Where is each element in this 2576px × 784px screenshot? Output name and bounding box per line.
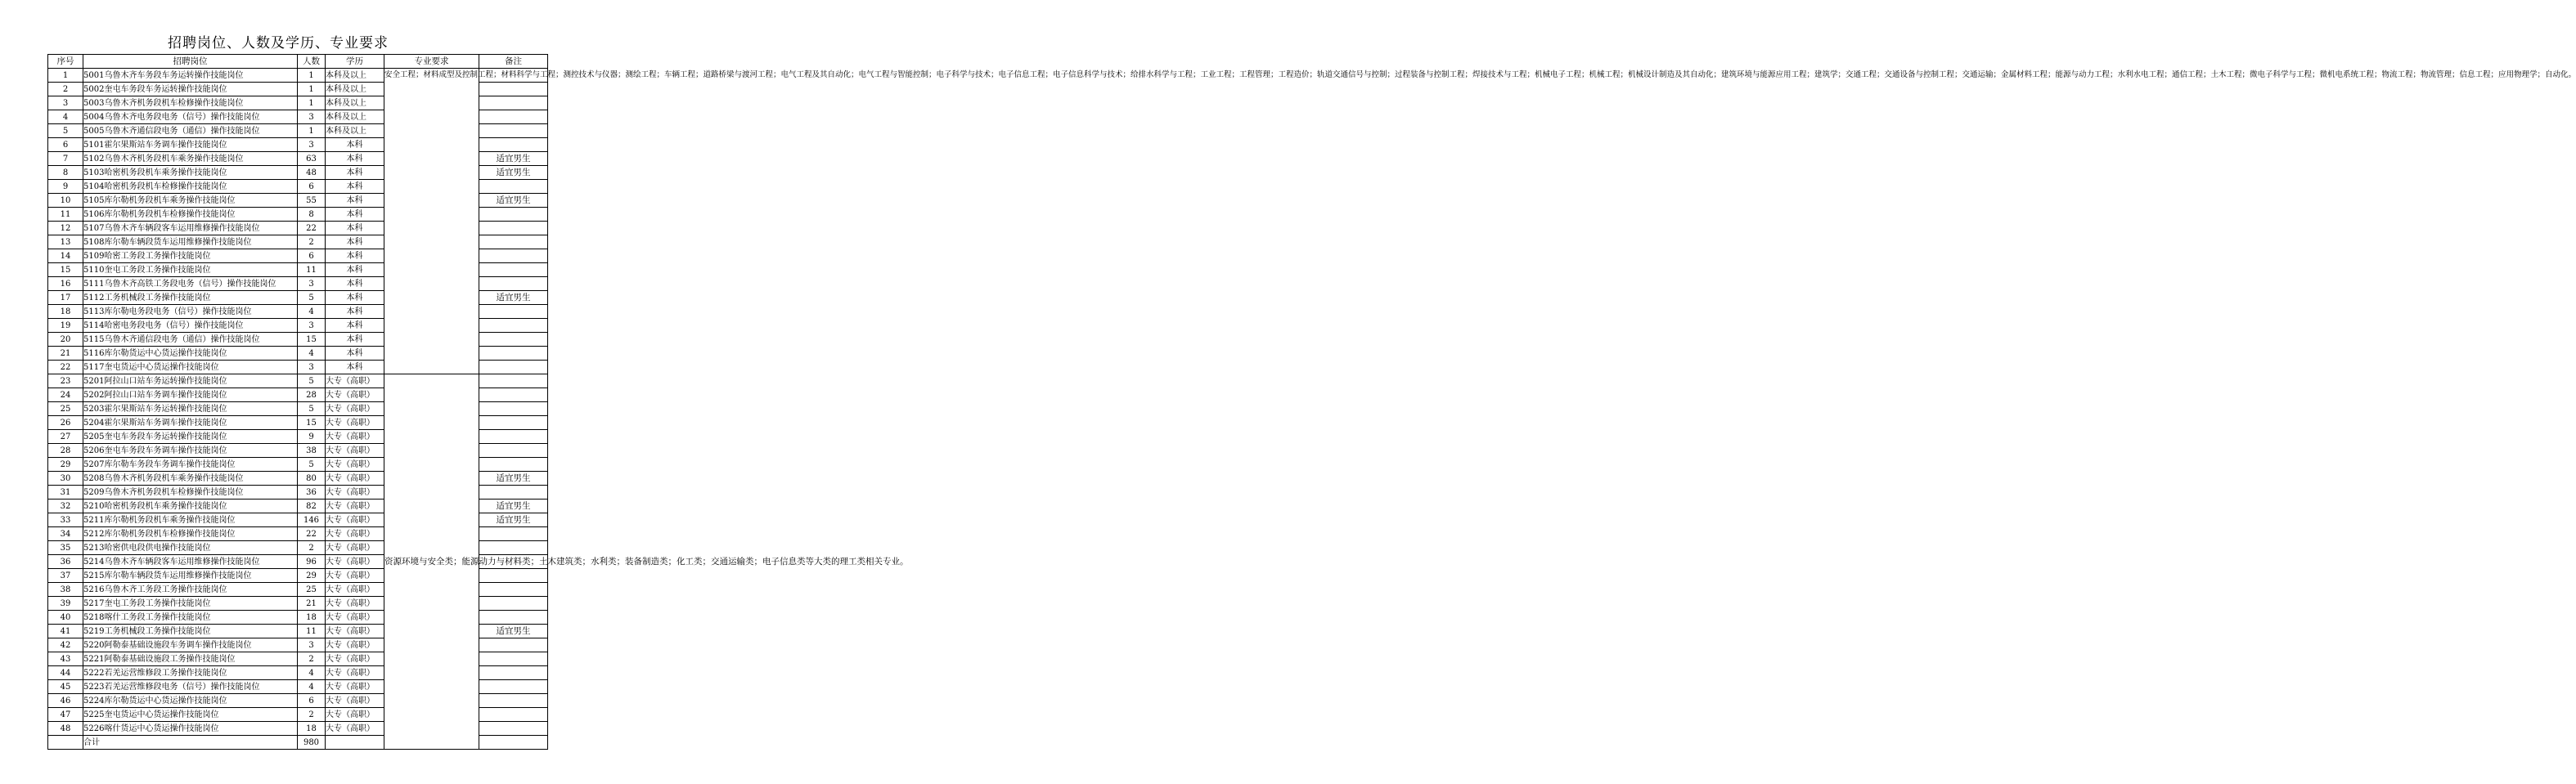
row-post: 5201阿拉山口站车务运转操作技能岗位 — [83, 374, 298, 388]
row-no: 39 — [48, 597, 83, 611]
row-post: 5005乌鲁木齐通信段电务（通信）操作技能岗位 — [83, 124, 298, 138]
row-post: 5103哈密机务段机车乘务操作技能岗位 — [83, 166, 298, 180]
row-post: 5217奎屯工务段工务操作技能岗位 — [83, 597, 298, 611]
row-no: 36 — [48, 555, 83, 569]
row-count: 38 — [298, 444, 326, 458]
row-no: 12 — [48, 222, 83, 235]
row-note: 适宜男生 — [479, 166, 548, 180]
row-education: 大专（高职） — [326, 458, 384, 472]
row-note — [479, 458, 548, 472]
row-count: 29 — [298, 569, 326, 583]
row-count: 3 — [298, 319, 326, 333]
major-requirement-group2: 资源环境与安全类；能源动力与材料类；土木建筑类；水利类；装备制造类；化工类；交通运输类；电子信息类等大类的理工类相关专业。 — [384, 374, 479, 750]
row-post: 5221阿勒泰基础设施段工务操作技能岗位 — [83, 652, 298, 666]
row-education: 大专（高职） — [326, 430, 384, 444]
row-no: 31 — [48, 486, 83, 500]
row-post: 5208乌鲁木齐机务段机车乘务操作技能岗位 — [83, 472, 298, 486]
row-education: 大专（高职） — [326, 597, 384, 611]
header-major: 专业要求 — [384, 55, 479, 69]
row-post: 5205奎屯车务段车务运转操作技能岗位 — [83, 430, 298, 444]
row-note — [479, 222, 548, 235]
table-row — [48, 69, 548, 83]
row-no: 46 — [48, 694, 83, 708]
row-no: 34 — [48, 527, 83, 541]
row-count: 80 — [298, 472, 326, 486]
row-note — [479, 694, 548, 708]
row-note — [479, 361, 548, 374]
row-no: 43 — [48, 652, 83, 666]
row-count: 8 — [298, 208, 326, 222]
row-count: 3 — [298, 638, 326, 652]
row-note — [479, 110, 548, 124]
row-education: 大专（高职） — [326, 638, 384, 652]
row-education: 大专（高职） — [326, 722, 384, 736]
row-post: 5101霍尔果斯站车务调车操作技能岗位 — [83, 138, 298, 152]
row-no: 4 — [48, 110, 83, 124]
row-no: 5 — [48, 124, 83, 138]
row-count: 22 — [298, 527, 326, 541]
row-education: 本科 — [326, 138, 384, 152]
row-note — [479, 374, 548, 388]
major-requirement-group1: 安全工程；材料成型及控制工程；材料科学与工程；测控技术与仪器；测绘工程；车辆工程；道路桥梁与渡河工程；电气工程及其自动化；电气工程与智能控制；电子科学与技术；电子信息工程；电子信息科学与技术；给排水科学与工程；工业工程；工程管理；工程造价；轨道交通信号与控制；过程装备与控制工程；焊接技术与工程；机械电子工程；机械工程；机械设计制造及其自动化；建筑环境与能源应用工程；建筑学；交通工程；交通设备与控制工程；交通运输；金属材料工程；能源与动力工程；水利水电工程；通信工程；土木工程；微电子科学与工程；微机电系统工程；物流工程；物流管理；信息工程；应用物理学；自动化。 — [384, 69, 479, 374]
row-post: 5212库尔勒机务段机车检修操作技能岗位 — [83, 527, 298, 541]
row-count: 4 — [298, 666, 326, 680]
row-post: 5226喀什货运中心货运操作技能岗位 — [83, 722, 298, 736]
row-note — [479, 583, 548, 597]
row-no: 47 — [48, 708, 83, 722]
row-post: 5210哈密机务段机车乘务操作技能岗位 — [83, 500, 298, 513]
row-no: 16 — [48, 277, 83, 291]
row-education: 大专（高职） — [326, 527, 384, 541]
row-post: 5222若羌运营维修段工务操作技能岗位 — [83, 666, 298, 680]
row-count: 5 — [298, 458, 326, 472]
page-title: 招聘岗位、人数及学历、专业要求 — [168, 35, 389, 52]
row-note — [479, 486, 548, 500]
row-count: 6 — [298, 180, 326, 194]
row-education: 本科 — [326, 361, 384, 374]
row-no: 32 — [48, 500, 83, 513]
row-post: 5209乌鲁木齐机务段机车检修操作技能岗位 — [83, 486, 298, 500]
row-post: 5107乌鲁木齐车辆段客车运用维修操作技能岗位 — [83, 222, 298, 235]
table-header-row — [48, 55, 548, 69]
row-count: 55 — [298, 194, 326, 208]
row-note — [479, 208, 548, 222]
row-no: 1 — [48, 69, 83, 83]
row-note — [479, 333, 548, 347]
row-note — [479, 444, 548, 458]
row-post: 5106库尔勒机务段机车检修操作技能岗位 — [83, 208, 298, 222]
total-education — [326, 736, 384, 750]
row-education: 大专（高职） — [326, 416, 384, 430]
row-education: 本科 — [326, 333, 384, 347]
row-post: 5224库尔勒货运中心货运操作技能岗位 — [83, 694, 298, 708]
row-education: 本科及以上 — [326, 96, 384, 110]
row-post: 5001乌鲁木齐车务段车务运转操作技能岗位 — [83, 69, 298, 83]
row-no: 48 — [48, 722, 83, 736]
row-education: 本科及以上 — [326, 83, 384, 96]
row-post: 5206奎屯车务段车务调车操作技能岗位 — [83, 444, 298, 458]
row-post: 5116库尔勒货运中心货运操作技能岗位 — [83, 347, 298, 361]
row-no: 22 — [48, 361, 83, 374]
row-note — [479, 680, 548, 694]
row-education: 大专（高职） — [326, 444, 384, 458]
row-no: 41 — [48, 625, 83, 638]
row-education: 本科及以上 — [326, 124, 384, 138]
row-post: 5223若羌运营维修段电务（信号）操作技能岗位 — [83, 680, 298, 694]
row-post: 5225奎屯货运中心货运操作技能岗位 — [83, 708, 298, 722]
row-no: 6 — [48, 138, 83, 152]
row-note — [479, 430, 548, 444]
row-count: 3 — [298, 361, 326, 374]
row-education: 大专（高职） — [326, 652, 384, 666]
row-no: 2 — [48, 83, 83, 96]
row-no: 20 — [48, 333, 83, 347]
row-note — [479, 527, 548, 541]
row-count: 2 — [298, 652, 326, 666]
row-education: 大专（高职） — [326, 402, 384, 416]
row-count: 1 — [298, 96, 326, 110]
row-no: 9 — [48, 180, 83, 194]
row-no: 38 — [48, 583, 83, 597]
row-count: 22 — [298, 222, 326, 235]
row-education: 大专（高职） — [326, 666, 384, 680]
row-note — [479, 652, 548, 666]
row-no: 37 — [48, 569, 83, 583]
row-note — [479, 180, 548, 194]
row-no: 44 — [48, 666, 83, 680]
row-note — [479, 541, 548, 555]
row-education: 大专（高职） — [326, 541, 384, 555]
recruitment-table — [47, 54, 2576, 750]
row-count: 1 — [298, 83, 326, 96]
row-note — [479, 249, 548, 263]
table-body — [48, 69, 2576, 750]
row-no: 25 — [48, 402, 83, 416]
row-note — [479, 708, 548, 722]
row-education: 本科 — [326, 152, 384, 166]
row-post: 5220阿勒泰基础设施段车务调车操作技能岗位 — [83, 638, 298, 652]
row-count: 3 — [298, 110, 326, 124]
row-count: 63 — [298, 152, 326, 166]
row-no: 7 — [48, 152, 83, 166]
row-post: 5109哈密工务段工务操作技能岗位 — [83, 249, 298, 263]
row-post: 5102乌鲁木齐机务段机车乘务操作技能岗位 — [83, 152, 298, 166]
row-note — [479, 611, 548, 625]
row-education: 本科 — [326, 222, 384, 235]
table-row — [48, 374, 548, 388]
row-count: 2 — [298, 235, 326, 249]
row-post: 5215库尔勒车辆段货车运用维修操作技能岗位 — [83, 569, 298, 583]
row-education: 本科 — [326, 319, 384, 333]
row-count: 96 — [298, 555, 326, 569]
row-education: 大专（高职） — [326, 694, 384, 708]
row-note — [479, 96, 548, 110]
row-post: 5104哈密机务段机车检修操作技能岗位 — [83, 180, 298, 194]
row-no: 26 — [48, 416, 83, 430]
row-count: 21 — [298, 597, 326, 611]
row-education: 本科 — [326, 249, 384, 263]
row-note: 适宜男生 — [479, 500, 548, 513]
row-count: 4 — [298, 305, 326, 319]
row-no: 13 — [48, 235, 83, 249]
row-education: 大专（高职） — [326, 625, 384, 638]
row-no: 42 — [48, 638, 83, 652]
row-post: 5211库尔勒机务段机车乘务操作技能岗位 — [83, 513, 298, 527]
row-education: 大专（高职） — [326, 708, 384, 722]
row-no: 33 — [48, 513, 83, 527]
row-post: 5204霍尔果斯站车务调车操作技能岗位 — [83, 416, 298, 430]
row-note: 适宜男生 — [479, 152, 548, 166]
row-count: 36 — [298, 486, 326, 500]
row-no: 30 — [48, 472, 83, 486]
row-post: 5111乌鲁木齐高铁工务段电务（信号）操作技能岗位 — [83, 277, 298, 291]
row-count: 3 — [298, 138, 326, 152]
row-count: 11 — [298, 263, 326, 277]
row-education: 本科及以上 — [326, 110, 384, 124]
row-count: 2 — [298, 708, 326, 722]
row-education: 大专（高职） — [326, 374, 384, 388]
row-no: 40 — [48, 611, 83, 625]
row-no: 35 — [48, 541, 83, 555]
row-post: 5114哈密电务段电务（信号）操作技能岗位 — [83, 319, 298, 333]
row-education: 大专（高职） — [326, 611, 384, 625]
total-no — [48, 736, 83, 750]
row-note — [479, 638, 548, 652]
header-post: 招聘岗位 — [83, 55, 298, 69]
row-note: 适宜男生 — [479, 625, 548, 638]
row-education: 本科 — [326, 235, 384, 249]
row-education: 大专（高职） — [326, 500, 384, 513]
row-education: 本科及以上 — [326, 69, 384, 83]
row-count: 15 — [298, 333, 326, 347]
row-count: 6 — [298, 694, 326, 708]
row-education: 大专（高职） — [326, 569, 384, 583]
row-note — [479, 83, 548, 96]
row-no: 23 — [48, 374, 83, 388]
row-education: 本科 — [326, 263, 384, 277]
row-post: 5213哈密供电段供电操作技能岗位 — [83, 541, 298, 555]
row-count: 28 — [298, 388, 326, 402]
row-no: 45 — [48, 680, 83, 694]
row-note: 适宜男生 — [479, 291, 548, 305]
row-note: 适宜男生 — [479, 472, 548, 486]
row-no: 18 — [48, 305, 83, 319]
row-count: 6 — [298, 249, 326, 263]
row-note: 适宜男生 — [479, 194, 548, 208]
row-note: 适宜男生 — [479, 513, 548, 527]
row-count: 9 — [298, 430, 326, 444]
row-no: 17 — [48, 291, 83, 305]
row-count: 5 — [298, 402, 326, 416]
row-post: 5105库尔勒机务段机车乘务操作技能岗位 — [83, 194, 298, 208]
row-note — [479, 388, 548, 402]
row-note — [479, 235, 548, 249]
row-education: 大专（高职） — [326, 555, 384, 569]
row-education: 本科 — [326, 347, 384, 361]
row-education: 大专（高职） — [326, 680, 384, 694]
row-note — [479, 597, 548, 611]
row-education: 大专（高职） — [326, 583, 384, 597]
row-post: 5110奎屯工务段工务操作技能岗位 — [83, 263, 298, 277]
row-count: 4 — [298, 680, 326, 694]
row-education: 大专（高职） — [326, 513, 384, 527]
row-count: 2 — [298, 541, 326, 555]
row-education: 本科 — [326, 166, 384, 180]
row-count: 48 — [298, 166, 326, 180]
row-post: 5002奎屯车务段车务运转操作技能岗位 — [83, 83, 298, 96]
row-no: 15 — [48, 263, 83, 277]
header-note: 备注 — [479, 55, 548, 69]
row-post: 5117奎屯货运中心货运操作技能岗位 — [83, 361, 298, 374]
row-count: 11 — [298, 625, 326, 638]
row-note — [479, 319, 548, 333]
row-no: 10 — [48, 194, 83, 208]
row-education: 大专（高职） — [326, 472, 384, 486]
row-note — [479, 722, 548, 736]
row-count: 5 — [298, 291, 326, 305]
row-note — [479, 416, 548, 430]
row-no: 14 — [48, 249, 83, 263]
row-count: 25 — [298, 583, 326, 597]
row-post: 5113库尔勒电务段电务（信号）操作技能岗位 — [83, 305, 298, 319]
row-count: 5 — [298, 374, 326, 388]
row-post: 5003乌鲁木齐机务段机车检修操作技能岗位 — [83, 96, 298, 110]
row-note — [479, 263, 548, 277]
row-no: 3 — [48, 96, 83, 110]
row-education: 本科 — [326, 305, 384, 319]
row-count: 18 — [298, 611, 326, 625]
total-note — [479, 736, 548, 750]
row-education: 大专（高职） — [326, 388, 384, 402]
row-post: 5219工务机械段工务操作技能岗位 — [83, 625, 298, 638]
row-post: 5202阿拉山口站车务调车操作技能岗位 — [83, 388, 298, 402]
row-note — [479, 124, 548, 138]
row-count: 15 — [298, 416, 326, 430]
row-no: 8 — [48, 166, 83, 180]
row-note — [479, 402, 548, 416]
row-count: 1 — [298, 69, 326, 83]
row-count: 146 — [298, 513, 326, 527]
row-count: 3 — [298, 277, 326, 291]
row-education: 本科 — [326, 194, 384, 208]
row-post: 5218喀什工务段工务操作技能岗位 — [83, 611, 298, 625]
header-count: 人数 — [298, 55, 326, 69]
row-post: 5214乌鲁木齐车辆段客车运用维修操作技能岗位 — [83, 555, 298, 569]
row-post: 5115乌鲁木齐通信段电务（通信）操作技能岗位 — [83, 333, 298, 347]
row-post: 5004乌鲁木齐电务段电务（信号）操作技能岗位 — [83, 110, 298, 124]
row-no: 28 — [48, 444, 83, 458]
row-note — [479, 305, 548, 319]
row-no: 11 — [48, 208, 83, 222]
row-post: 5112工务机械段工务操作技能岗位 — [83, 291, 298, 305]
row-education: 本科 — [326, 291, 384, 305]
total-count: 980 — [298, 736, 326, 750]
row-note — [479, 138, 548, 152]
row-note — [479, 277, 548, 291]
row-count: 82 — [298, 500, 326, 513]
header-education: 学历 — [326, 55, 384, 69]
row-no: 21 — [48, 347, 83, 361]
row-post: 5216乌鲁木齐工务段工务操作技能岗位 — [83, 583, 298, 597]
row-count: 1 — [298, 124, 326, 138]
row-education: 大专（高职） — [326, 486, 384, 500]
row-note — [479, 569, 548, 583]
row-no: 27 — [48, 430, 83, 444]
total-label: 合计 — [83, 736, 298, 750]
row-post: 5108库尔勒车辆段货车运用维修操作技能岗位 — [83, 235, 298, 249]
row-post: 5203霍尔果斯站车务运转操作技能岗位 — [83, 402, 298, 416]
row-education: 本科 — [326, 208, 384, 222]
row-no: 29 — [48, 458, 83, 472]
row-post: 5207库尔勒车务段车务调车操作技能岗位 — [83, 458, 298, 472]
row-note — [479, 347, 548, 361]
row-count: 4 — [298, 347, 326, 361]
row-education: 本科 — [326, 277, 384, 291]
row-education: 本科 — [326, 180, 384, 194]
row-no: 24 — [48, 388, 83, 402]
row-no: 19 — [48, 319, 83, 333]
row-note — [479, 666, 548, 680]
header-no: 序号 — [48, 55, 83, 69]
row-count: 18 — [298, 722, 326, 736]
